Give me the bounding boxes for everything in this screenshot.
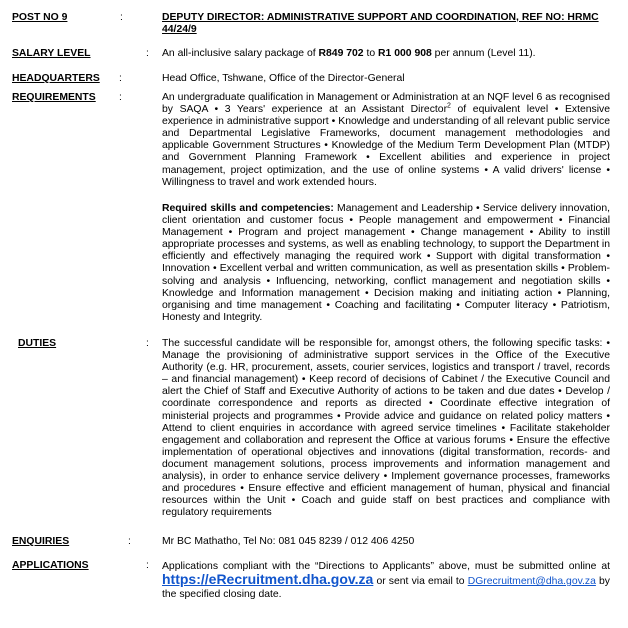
erecruitment-link[interactable]: https://eRecruitment.dha.gov.za [162, 571, 374, 587]
duties-value: The successful candidate will be responsible for, amongst others, the following specific tasks: • Manage the provisioning of administrative support services in the Office of the Executive Authority (e.g. HR, procurement, assets, courier services, logistics and transport / travel, records – and financial management) • Keep record of decisions of Cabinet / the Executive Council and alert the Chief of Staff and Executive Authority of actions to be taken and due dates • Develop / coordinate correspondence and reports as directed • Coordinate effective integration of ministerial projects and programmes • Provide advice and guidance on related policy matters • Attend to client enquiries in accordance with agreed service timelines • Facilitate stakeholder engagement and collaboration and represent the Office at various forums • Ensure the effective implementation of operational objectives and innovations (digital transformation, records- and document management solutions, process improvements and information management and analysis), in order to enhance service delivery • Implement governance processes, frameworks and procedures • Ensure effective and efficient management of human, physical and financial resources within the Unit • Coach and guide staff on best practices and compliance with regulatory requirements [162, 338, 610, 519]
requirements-part1: An undergraduate qualification in Management or Administration at an NQF level 6 as recognised by SAQA • 3 Years' experience at an Assistant Director [162, 92, 610, 116]
applications-middle: or sent via email to [373, 576, 468, 587]
email-link[interactable]: DGrecruitment@dha.gov.za [467, 576, 596, 587]
applications-prefix: Applications compliant with the “Directions to Applicants” above, must be submitted online at [162, 561, 610, 572]
headquarters-value: Head Office, Tshwane, Office of the Director-General [162, 73, 405, 84]
requirements-qualifications [162, 92, 610, 189]
applications-label: APPLICATIONS [12, 560, 89, 571]
applications-colon: : [146, 560, 149, 571]
requirements-label: REQUIREMENTS [12, 92, 96, 103]
duties-colon: : [146, 338, 149, 349]
requirements-colon: : [119, 92, 122, 103]
requirements-part2: of equivalent level • Extensive experience in administrative support • Knowledge and understanding of all relevant public service and Departmental Legislative Frameworks, document management methodologies and applicable Government Structures • Knowledge of the Medium Term Development Plan (MTDP) and Government Planning Framework • Excellent abilities and experience in project management, project optimization, and the use of online systems • A valid drivers' license • Willingness to travel and work extended hours. [162, 104, 610, 188]
headquarters-colon: : [119, 73, 122, 84]
post-colon: : [120, 12, 123, 23]
requirements-value [162, 92, 610, 189]
applications-value [162, 560, 610, 601]
salary-suffix: per annum (Level 11). [431, 48, 536, 59]
salary-min: R849 702 [318, 48, 364, 59]
enquiries-colon: : [128, 536, 131, 547]
requirements-superscript: 2 [447, 102, 451, 110]
skills-heading: Required skills and competencies: [162, 203, 334, 214]
enquiries-label: ENQUIRIES [12, 536, 70, 547]
salary-to: to [363, 48, 379, 59]
enquiries-value: Mr BC Mathatho, Tel No: 081 045 8239 / 012 406 4250 [162, 536, 415, 547]
duties-label: DUTIES [18, 338, 57, 349]
post-title: DEPUTY DIRECTOR: ADMINISTRATIVE SUPPORT AND COORDINATION, REF NO: HRMC 44/24/9 [162, 12, 599, 36]
applications-suffix: by the specified closing date. [162, 576, 610, 600]
skills-competencies [162, 203, 610, 324]
skills-text: Management and Leadership • Service delivery innovation, client orientation and customer focus • People management and empowerment • Financial Management • Program and project management • Change management • Ability to instill appropriate processes and systems, as well as enabling technology, to support the Department in efficiently and effectively managing the required work • Support with digital transformation • Innovation • Excellent verbal and written communication, as well as presentation skills • Problem-solving and analysis • Influencing, networking, conflict management and negotiation skills • Knowledge and Information management • Decision making and initiating action • Planning, organising and time management • Coaching and facilitating • Computer literacy • Patriotism, Honesty and Integrity. [162, 203, 610, 323]
salary-colon: : [146, 48, 149, 59]
salary-level-label: SALARY LEVEL [12, 48, 91, 59]
salary-prefix: An all-inclusive salary package of [162, 48, 319, 59]
salary-max: R1 000 908 [378, 48, 432, 59]
headquarters-label: HEADQUARTERS [12, 73, 100, 84]
post-number-label: POST NO 9 [12, 12, 68, 23]
salary-value [162, 48, 610, 60]
